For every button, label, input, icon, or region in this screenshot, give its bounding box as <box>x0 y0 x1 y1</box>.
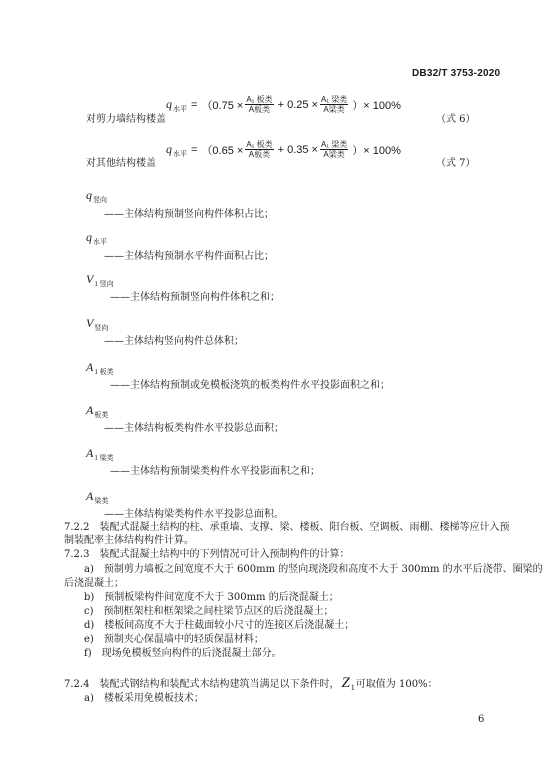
formula-6-fraction-beam: $\frac{\text{A₁ 梁类}}{\text{A梁类}}$ <box>320 95 348 114</box>
formula-7-caption: 对其他结构楼盖 <box>86 158 156 169</box>
clause-7-2-3-item-b: b) 预制板梁构件间宽度不大于 300mm 的后浇混凝土； <box>84 592 339 603</box>
definition-q-vertical: $q_{竖向}$ ——主体结构预制竖向构件体积占比； <box>86 188 274 220</box>
formula-6-fraction-slab: $\frac{\text{A₁ 板类}}{\text{A板类}}$ <box>246 95 273 114</box>
definition-v-vertical: $V_{竖向}$ ——主体结构竖向构件总体积； <box>86 316 244 347</box>
definition-a1-slab: $A_{1 板类}$ ——主体结构预制或免模板浇筑的板类构件水平投影面积之和； <box>86 360 390 391</box>
clause-7-2-3-item-d: d) 楼板间高度不大于柱截面较小尺寸的连接区后浇混凝土； <box>84 620 355 631</box>
clause-7-2-3-item-f: f) 现场免模板竖向构件的后浇混凝土部分。 <box>84 648 282 659</box>
formula-7-lhs: $q_{水平}$ <box>166 142 187 158</box>
definition-a1-beam: $A_{1 梁类}$ ——主体结构预制梁类构件水平投影面积之和； <box>86 446 320 477</box>
formula-6: $q_{水平}$ = （0.75 × $\frac{\text{A₁ 板类}}{\text{A板类}}$ + 0.25 × $\frac{\text{A₁ 梁类}}{\text{A梁类}}$ ）× 100% <box>166 95 401 114</box>
clause-7-2-3-intro: 7.2.3 装配式混凝土结构中的下列情况可计入预制构件的计算： <box>64 549 350 560</box>
formula-7-fraction-slab: $\frac{\text{A₁ 板类}}{\text{A板类}}$ <box>246 140 273 159</box>
clause-7-2-3-item-a: a) 预制剪力墙板之间宽度不大于 600mm 的竖向现浇段和高度不大于 300mm 的水平后浇带、圈梁的 <box>84 564 543 575</box>
definition-a-beam: $A_{梁类}$ ——主体结构梁类构件水平投影总面积。 <box>86 489 284 520</box>
clause-7-2-2-line1: 7.2.2 装配式混凝土结构的柱、承重墙、支撑、梁、楼板、阳台板、空调板、雨棚、楼梯等应计入预 <box>64 522 510 533</box>
definition-a-slab: $A_{板类}$ ——主体结构板类构件水平投影总面积； <box>86 403 284 434</box>
clause-7-2-2-line2: 制装配率主体结构构件计算。 <box>64 535 194 546</box>
formula-6-caption: 对剪力墙结构楼盖 <box>86 114 166 125</box>
formula-7: $q_{水平}$ = （0.65 × $\frac{\text{A₁ 板类}}{\text{A板类}}$ + 0.35 × $\frac{\text{A₁ 梁类}}{\text{A梁类}}$ ）× 100% <box>166 140 401 159</box>
clause-7-2-3-item-e: e) 预制夹心保温墙中的轻质保温材料； <box>84 634 264 645</box>
definition-v1-vertical: $V_{1 竖向}$ ——主体结构预制竖向构件体积之和； <box>86 272 280 303</box>
formula-6-label: （式 6） <box>436 114 476 125</box>
document-code: DB32/T 3753-2020 <box>412 68 501 79</box>
formula-6-lhs: $q_{水平}$ <box>166 97 187 113</box>
clause-7-2-3-item-c: c) 预制框架柱和框架梁之间柱梁节点区的后浇混凝土； <box>84 606 334 617</box>
z1-symbol: $Z_1$ <box>341 675 355 692</box>
definition-q-horizontal: $q_{水平}$ ——主体结构预制水平构件面积占比； <box>86 230 274 262</box>
clause-7-2-3-item-a-cont: 后浇混凝土； <box>64 578 124 589</box>
formula-7-fraction-beam: $\frac{\text{A₁ 梁类}}{\text{A梁类}}$ <box>320 140 348 159</box>
clause-7-2-4-item-a: a) 楼板采用免模板技术； <box>84 693 204 704</box>
clause-7-2-4: 7.2.4 装配式钢结构和装配式木结构建筑当满足以下条件时， $Z_1$ 可取值为 100%： <box>64 675 438 692</box>
page-number: 6 <box>478 714 485 725</box>
formula-7-label: （式 7） <box>436 158 476 169</box>
